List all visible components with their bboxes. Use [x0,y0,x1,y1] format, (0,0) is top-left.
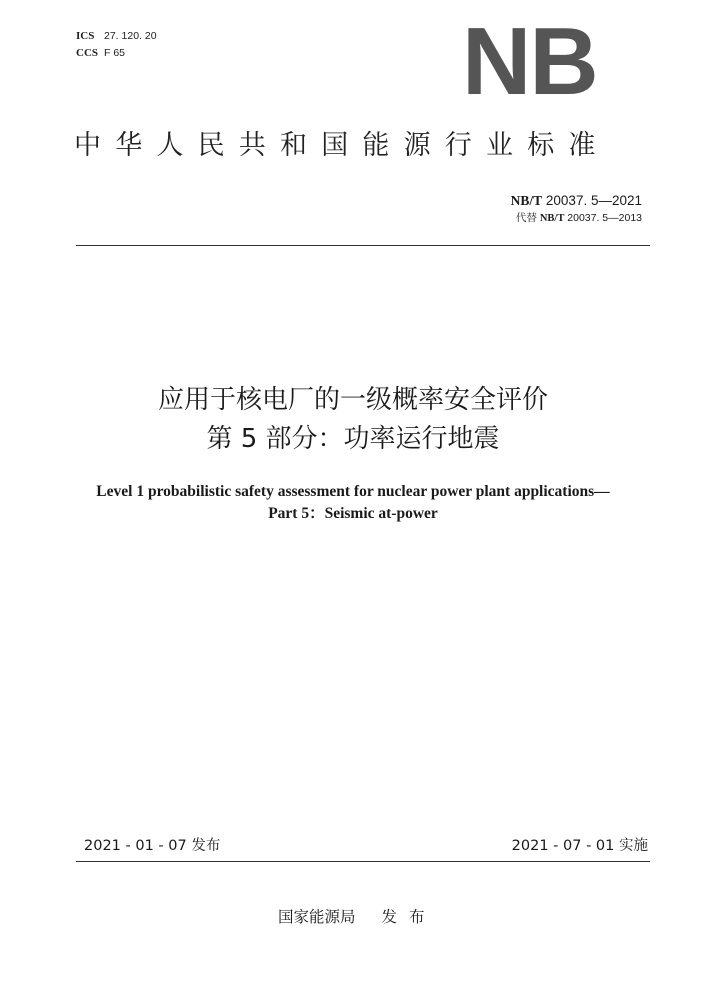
standard-code: 20037. 5—2021 [545,193,642,208]
standard-prefix: NB/T [510,193,543,208]
classification-codes [76,28,157,62]
issue-date-label: 发布 [191,838,221,854]
ccs-code [76,45,157,62]
issuer [278,906,437,928]
implementation-date-value: 2021 - 07 - 01 [511,838,615,854]
chinese-title-line-1: 应用于核电厂的一级概率安全评价 [157,385,548,415]
replaced-code: 20037. 5—2013 [567,212,642,224]
replaced-prefix: NB/T [539,213,565,224]
implementation-date [512,836,648,856]
standard-number [511,192,642,210]
implementation-date-label: 实施 [619,838,648,854]
standard-number-block [511,192,642,227]
ccs-value: F 65 [104,47,126,59]
issuer-name: 国家能源局 [278,908,356,926]
issue-date [84,836,220,856]
ics-code [76,28,157,45]
ics-value: 27. 120. 20 [104,30,157,42]
english-title-line-2: Part 5：Seismic at-power [268,505,438,522]
chinese-title-line-2: 第 5 部分：功率运行地震 [206,424,500,454]
ics-label: ICS [76,30,95,42]
header-divider [76,245,650,246]
issuing-standard-category: 中华人民共和国能源行业标准 [74,130,610,161]
issue-date-value: 2021 - 01 - 07 [84,838,187,854]
ccs-label: CCS [76,47,99,59]
english-title-line-1: Level 1 probabilistic safety assessment for nuclear power plant applications— [96,483,610,500]
footer-divider [76,861,650,862]
replaces-label: 代替 [515,212,537,224]
issuer-action: 发布 [381,908,437,926]
replaces-standard [511,210,642,227]
nb-logo: NB [462,8,597,115]
